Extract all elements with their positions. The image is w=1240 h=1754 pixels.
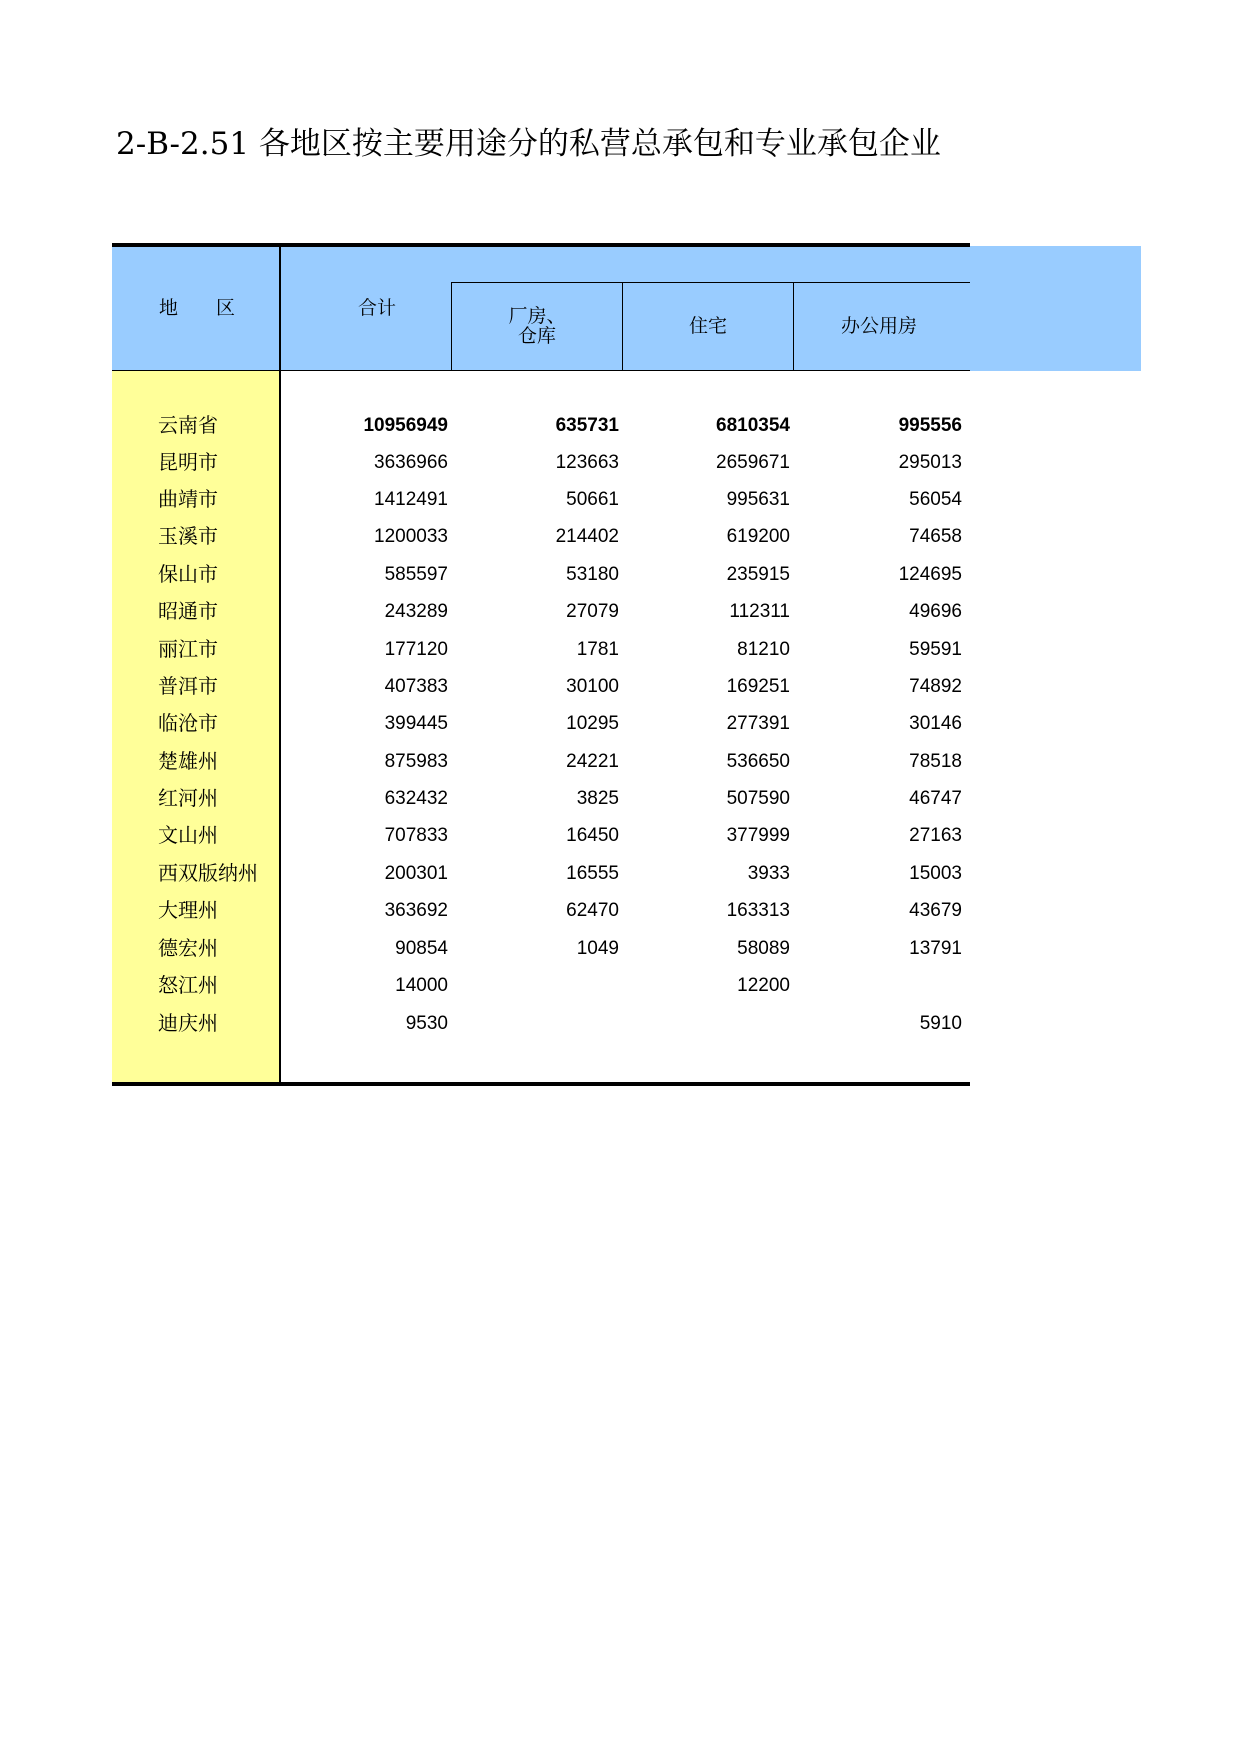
factory-value: 30100 xyxy=(566,676,619,697)
table-row xyxy=(112,892,970,929)
header-bottom-rule xyxy=(112,370,970,371)
office-value: 59591 xyxy=(909,639,962,660)
total-value: 9530 xyxy=(405,1013,448,1034)
office-value: 27163 xyxy=(909,825,962,846)
table-row xyxy=(112,518,970,555)
office-value: 46747 xyxy=(909,788,962,809)
total-value: 200301 xyxy=(384,863,448,884)
table-row xyxy=(112,930,970,967)
table-row xyxy=(112,1005,970,1042)
table-row xyxy=(112,668,970,705)
region-name: 大理州 xyxy=(158,898,218,922)
table-row xyxy=(112,593,970,630)
subheader-top-rule xyxy=(451,282,970,283)
region-name: 迪庆州 xyxy=(158,1011,218,1035)
header-factory-line1: 厂房、 xyxy=(508,305,566,327)
table-row xyxy=(112,444,970,481)
residential-value: 995631 xyxy=(726,489,790,510)
region-name: 红河州 xyxy=(158,786,218,810)
table-bottom-rule xyxy=(112,1082,970,1086)
subheader-divider xyxy=(451,282,452,371)
factory-value: 50661 xyxy=(566,489,619,510)
region-name: 昭通市 xyxy=(158,599,218,623)
office-value: 995556 xyxy=(898,415,962,436)
total-value: 90854 xyxy=(395,938,448,959)
factory-value: 27079 xyxy=(566,601,619,622)
factory-value: 24221 xyxy=(566,751,619,772)
residential-value: 6810354 xyxy=(716,415,790,436)
total-value: 363692 xyxy=(384,900,448,921)
residential-value: 277391 xyxy=(726,713,790,734)
residential-value: 377999 xyxy=(726,825,790,846)
subheader-divider xyxy=(622,282,623,371)
region-name: 昆明市 xyxy=(158,450,218,474)
residential-value: 619200 xyxy=(726,526,790,547)
total-value: 585597 xyxy=(384,564,448,585)
residential-value: 112311 xyxy=(729,601,790,622)
header-office: 办公用房 xyxy=(840,315,917,337)
office-value: 5910 xyxy=(919,1013,962,1034)
header-total: 合计 xyxy=(357,297,396,319)
total-value: 177120 xyxy=(384,639,448,660)
residential-value: 169251 xyxy=(726,676,790,697)
total-value: 14000 xyxy=(395,975,448,996)
table-row xyxy=(112,855,970,892)
region-name: 楚雄州 xyxy=(158,749,218,773)
table-row xyxy=(112,481,970,518)
factory-value: 1781 xyxy=(576,639,619,660)
table-row xyxy=(112,817,970,854)
subheader-divider xyxy=(793,282,794,371)
factory-value: 53180 xyxy=(566,564,619,585)
total-value: 632432 xyxy=(384,788,448,809)
office-value: 15003 xyxy=(909,863,962,884)
office-value: 295013 xyxy=(898,452,962,473)
residential-value: 3933 xyxy=(747,863,790,884)
region-name: 普洱市 xyxy=(158,674,218,698)
residential-value: 58089 xyxy=(737,938,790,959)
residential-value: 2659671 xyxy=(716,452,790,473)
factory-value: 16555 xyxy=(566,863,619,884)
table-row xyxy=(112,631,970,668)
page-title: 2-B-2.51 各地区按主要用途分的私营总承包和专业承包企业 xyxy=(116,126,941,162)
residential-value: 81210 xyxy=(737,639,790,660)
header-residential: 住宅 xyxy=(688,315,727,337)
factory-value: 635731 xyxy=(555,415,619,436)
region-name: 玉溪市 xyxy=(158,524,218,548)
residential-value: 507590 xyxy=(726,788,790,809)
table-top-rule xyxy=(112,243,970,247)
table-row xyxy=(112,705,970,742)
total-value: 399445 xyxy=(384,713,448,734)
total-value: 3636966 xyxy=(374,452,448,473)
total-value: 407383 xyxy=(384,676,448,697)
office-value: 78518 xyxy=(909,751,962,772)
total-value: 1200033 xyxy=(374,526,448,547)
region-name: 保山市 xyxy=(158,562,218,586)
residential-value: 12200 xyxy=(737,975,790,996)
total-value: 10956949 xyxy=(363,415,448,436)
factory-value: 62470 xyxy=(566,900,619,921)
region-name: 怒江州 xyxy=(158,973,218,997)
office-value: 74658 xyxy=(909,526,962,547)
region-name: 云南省 xyxy=(158,413,218,437)
office-value: 30146 xyxy=(909,713,962,734)
table-row xyxy=(112,743,970,780)
header-region: 地 区 xyxy=(158,297,235,319)
residential-value: 163313 xyxy=(726,900,790,921)
office-value: 124695 xyxy=(898,564,962,585)
region-name: 临沧市 xyxy=(158,711,218,735)
region-name: 丽江市 xyxy=(158,637,218,661)
office-value: 74892 xyxy=(909,676,962,697)
office-value: 56054 xyxy=(909,489,962,510)
factory-value: 16450 xyxy=(566,825,619,846)
region-name: 西双版纳州 xyxy=(158,861,258,885)
total-value: 707833 xyxy=(384,825,448,846)
office-value: 13791 xyxy=(909,938,962,959)
factory-value: 123663 xyxy=(555,452,619,473)
factory-value: 3825 xyxy=(576,788,619,809)
factory-value: 10295 xyxy=(566,713,619,734)
factory-value: 214402 xyxy=(555,526,619,547)
total-value: 1412491 xyxy=(374,489,448,510)
total-value: 875983 xyxy=(384,751,448,772)
residential-value: 235915 xyxy=(726,564,790,585)
header-factory-line2: 仓库 xyxy=(517,325,556,347)
residential-value: 536650 xyxy=(726,751,790,772)
region-name: 德宏州 xyxy=(158,936,218,960)
office-value: 43679 xyxy=(909,900,962,921)
region-name: 文山州 xyxy=(158,823,218,847)
total-value: 243289 xyxy=(384,601,448,622)
table-row xyxy=(112,967,970,1004)
table-row xyxy=(112,556,970,593)
region-name: 曲靖市 xyxy=(158,487,218,511)
factory-value: 1049 xyxy=(576,938,619,959)
office-value: 49696 xyxy=(909,601,962,622)
table-row xyxy=(112,780,970,817)
table-row xyxy=(112,407,970,444)
